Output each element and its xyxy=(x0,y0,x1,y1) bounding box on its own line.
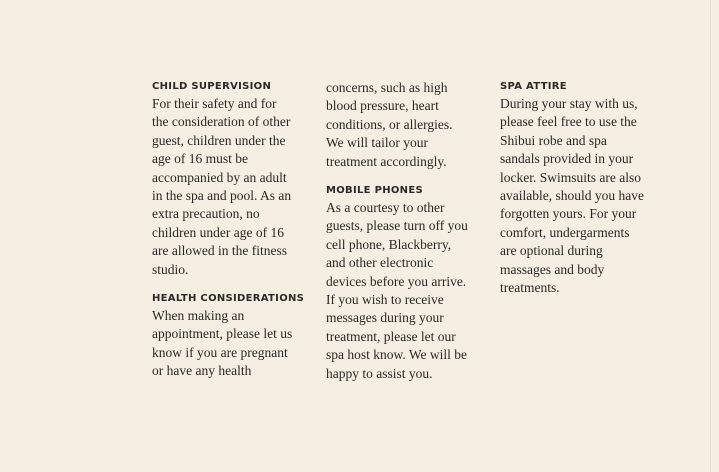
text-line: For their safety and for xyxy=(152,96,277,111)
text-line: comfort, undergarments xyxy=(500,224,630,240)
section-title-mobile-phones: MOBILE PHONES xyxy=(326,185,423,197)
text-line: cell phone, Blackberry, xyxy=(326,236,452,252)
health-considerations-text-part1 xyxy=(152,307,320,381)
column-2 xyxy=(326,79,494,383)
text-line: conditions, or allergies. xyxy=(326,116,453,132)
text-line: We will tailor your xyxy=(326,135,429,151)
text-line: extra precaution, no xyxy=(152,206,260,222)
text-line: messages during your xyxy=(326,310,444,326)
health-considerations-text-part2 xyxy=(326,79,494,171)
text-line: guests, please turn off you xyxy=(326,218,468,234)
mobile-phones-text xyxy=(326,199,494,383)
text-line: and other electronic xyxy=(326,255,434,271)
section-title-spa-attire: SPA ATTIRE xyxy=(500,81,567,92)
text-line: are optional during xyxy=(500,243,603,259)
text-line: Shibui robe and spa xyxy=(500,132,607,148)
text-line: guest, children under the xyxy=(152,132,286,148)
text-line: concerns, such as high xyxy=(326,80,448,95)
text-line: appointment, please let us xyxy=(152,326,293,342)
text-line: As a courtesy to other xyxy=(326,200,445,216)
text-line: available, should you have xyxy=(500,188,644,204)
text-line: treatments. xyxy=(500,280,560,296)
spa-attire-text xyxy=(500,95,668,297)
scrollbar-track[interactable] xyxy=(710,0,711,472)
text-line: children under age of 16 xyxy=(152,224,284,240)
text-line: in the spa and pool. As an xyxy=(152,188,292,204)
text-line: blood pressure, heart xyxy=(326,98,439,114)
text-line: If you wish to receive xyxy=(326,292,444,308)
text-line: studio. xyxy=(152,261,189,277)
child-supervision-text xyxy=(152,95,320,279)
text-line: age of 16 must be xyxy=(152,151,248,167)
text-line: When making an xyxy=(152,308,245,324)
text-line: massages and body xyxy=(500,261,605,277)
text-line: locker. Swimsuits are also xyxy=(500,169,641,185)
text-line: or have any health xyxy=(152,363,252,379)
text-line: are allowed in the fitness xyxy=(152,243,287,259)
section-title-health-considerations: HEALTH CONSIDERATIONS xyxy=(152,293,305,305)
section-title-child-supervision: CHILD SUPERVISION xyxy=(152,81,272,92)
text-line: forgotten yours. For your xyxy=(500,206,637,222)
text-line: happy to assist you. xyxy=(326,365,433,381)
text-line: devices before you arrive. xyxy=(326,273,467,289)
text-line: treatment accordingly. xyxy=(326,153,447,169)
text-line: please feel free to use the xyxy=(500,114,637,130)
text-line: During your stay with us, xyxy=(500,96,638,111)
text-line: treatment, please let our xyxy=(326,328,456,344)
text-line: sandals provided in your xyxy=(500,151,634,167)
text-line: know if you are pregnant xyxy=(152,344,288,360)
text-line: the consideration of other xyxy=(152,114,291,130)
text-line: spa host know. We will be xyxy=(326,347,468,363)
text-line: accompanied by an adult xyxy=(152,169,287,185)
column-3 xyxy=(500,79,668,297)
column-1 xyxy=(152,79,320,381)
